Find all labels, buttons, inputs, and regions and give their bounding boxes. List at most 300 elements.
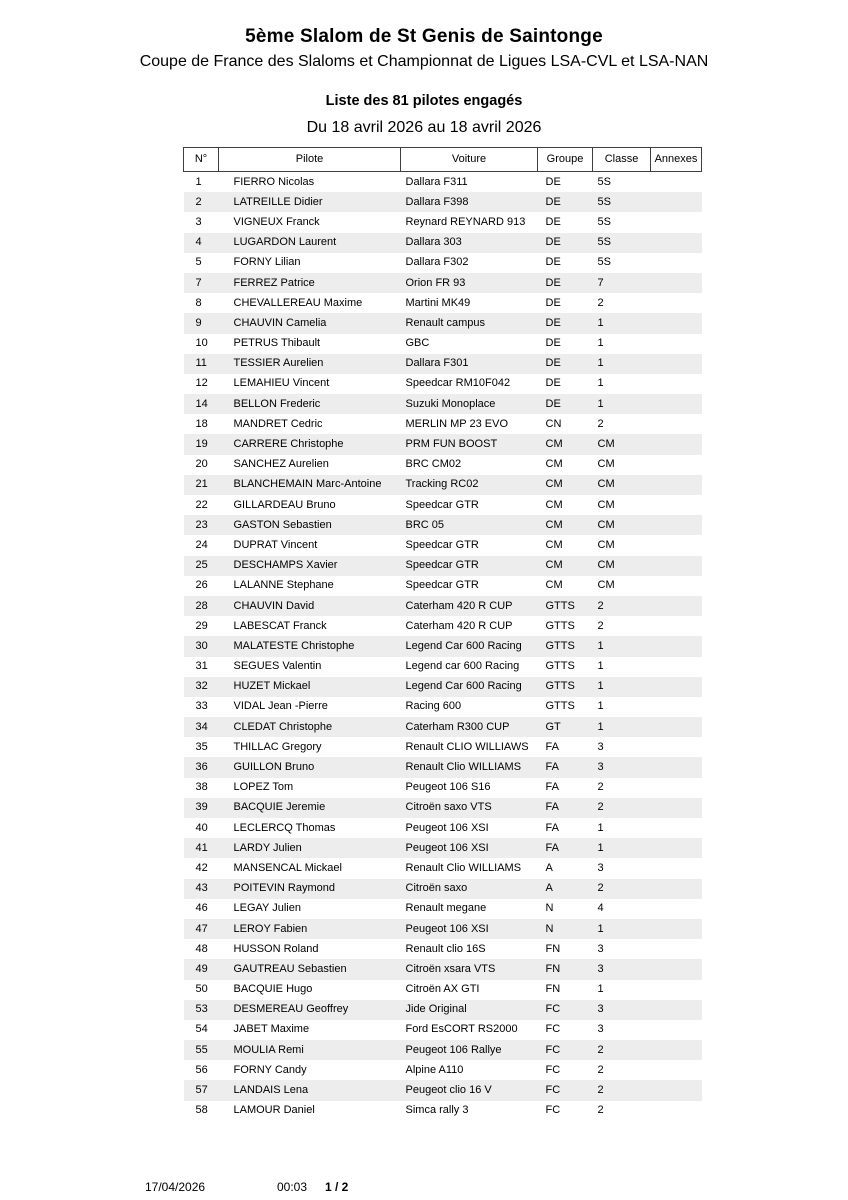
- cell-pilote: LATREILLE Didier: [233, 195, 323, 208]
- table-row: [184, 354, 702, 374]
- cell-groupe: DE: [545, 195, 561, 208]
- cell-groupe: DE: [545, 316, 561, 329]
- cell-voiture: Peugeot 106 S16: [405, 781, 491, 794]
- cell-groupe: DE: [545, 296, 561, 309]
- table-row: [184, 394, 702, 414]
- table-body: [184, 172, 702, 1121]
- cell-classe: 4: [597, 902, 604, 915]
- cell-annexes: [651, 858, 702, 878]
- cell-annexes: [651, 838, 702, 858]
- cell-groupe: GT: [545, 720, 561, 733]
- cell-annexes: [651, 980, 702, 1000]
- cell-groupe: DE: [545, 337, 561, 350]
- table-row: [184, 192, 702, 212]
- table-row: [184, 455, 702, 475]
- cell-groupe: GTTS: [545, 599, 575, 612]
- cell-pilote: LABESCAT Franck: [233, 619, 327, 632]
- cell-classe: 1: [597, 720, 604, 733]
- cell-pilote: PETRUS Thibault: [233, 337, 321, 350]
- cell-groupe: FN: [545, 962, 561, 975]
- cell-annexes: [651, 556, 702, 576]
- cell-groupe: DE: [545, 377, 561, 390]
- table-row: [184, 495, 702, 515]
- cell-classe: 3: [597, 861, 604, 874]
- cell-annexes: [651, 939, 702, 959]
- cell-pilote: LEMAHIEU Vincent: [233, 377, 330, 390]
- cell-pilote: LECLERCQ Thomas: [233, 821, 336, 834]
- cell-pilote: SANCHEZ Aurelien: [233, 458, 329, 471]
- cell-num: 10: [195, 337, 208, 350]
- cell-voiture: GBC: [405, 337, 430, 350]
- cell-voiture: Peugeot 106 XSI: [405, 821, 489, 834]
- cell-num: 42: [195, 861, 208, 874]
- cell-pilote: FERREZ Patrice: [233, 276, 315, 289]
- cell-voiture: Orion FR 93: [405, 276, 466, 289]
- cell-pilote: CLEDAT Christophe: [233, 720, 333, 733]
- cell-num: 3: [195, 215, 202, 228]
- cell-pilote: GUILLON Bruno: [233, 761, 315, 774]
- cell-voiture: Legend car 600 Racing: [405, 660, 520, 673]
- cell-pilote: DESCHAMPS Xavier: [233, 559, 338, 572]
- cell-num: 49: [195, 962, 208, 975]
- column-header-groupe: Groupe: [538, 148, 593, 172]
- cell-classe: 1: [597, 660, 604, 673]
- cell-num: 26: [195, 579, 208, 592]
- cell-annexes: [651, 616, 702, 636]
- table-row: [184, 959, 702, 979]
- cell-pilote: POITEVIN Raymond: [233, 882, 335, 895]
- cell-pilote: JABET Maxime: [233, 1023, 310, 1036]
- cell-groupe: CN: [545, 417, 562, 430]
- cell-groupe: FA: [545, 801, 559, 814]
- footer-date: 17/04/2026: [145, 1180, 206, 1194]
- cell-pilote: FORNY Candy: [233, 1063, 307, 1076]
- cell-groupe: CM: [545, 559, 563, 572]
- cell-pilote: GILLARDEAU Bruno: [233, 498, 336, 511]
- table-row: [184, 757, 702, 777]
- table-row: [184, 1080, 702, 1100]
- cell-num: 46: [195, 902, 208, 915]
- cell-classe: 5S: [597, 256, 611, 269]
- table-row: [184, 212, 702, 232]
- cell-pilote: CHEVALLEREAU Maxime: [233, 296, 363, 309]
- cell-pilote: TESSIER Aurelien: [233, 357, 324, 370]
- cell-num: 25: [195, 559, 208, 572]
- cell-pilote: CARRERE Christophe: [233, 438, 344, 451]
- cell-annexes: [651, 1020, 702, 1040]
- cell-pilote: MANSENCAL Mickael: [233, 861, 342, 874]
- cell-num: 50: [195, 983, 208, 996]
- cell-annexes: [651, 636, 702, 656]
- cell-num: 39: [195, 801, 208, 814]
- cell-classe: 1: [597, 700, 604, 713]
- table-row: [184, 1020, 702, 1040]
- cell-classe: CM: [597, 498, 615, 511]
- cell-groupe: FA: [545, 761, 559, 774]
- cell-voiture: Speedcar GTR: [405, 538, 479, 551]
- cell-voiture: Speedcar GTR: [405, 559, 479, 572]
- cell-classe: 1: [597, 397, 604, 410]
- cell-annexes: [651, 1060, 702, 1080]
- cell-voiture: Citroën saxo VTS: [405, 801, 492, 814]
- cell-pilote: LEROY Fabien: [233, 922, 308, 935]
- cell-groupe: CM: [545, 438, 563, 451]
- cell-pilote: VIGNEUX Franck: [233, 215, 320, 228]
- column-header-classe: Classe: [593, 148, 651, 172]
- cell-groupe: DE: [545, 397, 561, 410]
- cell-groupe: CM: [545, 478, 563, 491]
- cell-groupe: GTTS: [545, 700, 575, 713]
- cell-classe: CM: [597, 518, 615, 531]
- cell-classe: 3: [597, 740, 604, 753]
- cell-voiture: Jide Original: [405, 1003, 467, 1016]
- cell-num: 35: [195, 740, 208, 753]
- cell-annexes: [651, 1040, 702, 1060]
- cell-voiture: Citroën AX GTI: [405, 983, 480, 996]
- cell-annexes: [651, 717, 702, 737]
- cell-groupe: FC: [545, 1003, 561, 1016]
- cell-annexes: [651, 657, 702, 677]
- cell-voiture: Dallara F398: [405, 195, 469, 208]
- cell-groupe: CM: [545, 538, 563, 551]
- cell-pilote: FORNY Lilian: [233, 256, 301, 269]
- cell-annexes: [651, 515, 702, 535]
- column-header-voiture: Voiture: [401, 148, 538, 172]
- cell-annexes: [651, 394, 702, 414]
- cell-classe: 2: [597, 1084, 604, 1097]
- cell-annexes: [651, 273, 702, 293]
- cell-groupe: GTTS: [545, 660, 575, 673]
- cell-pilote: HUZET Mickael: [233, 680, 311, 693]
- cell-voiture: Dallara F311: [405, 175, 468, 188]
- cell-annexes: [651, 212, 702, 232]
- cell-pilote: DUPRAT Vincent: [233, 538, 318, 551]
- cell-num: 43: [195, 882, 208, 895]
- table-header: [184, 148, 702, 172]
- cell-num: 21: [195, 478, 208, 491]
- event-subtitle: Coupe de France des Slaloms et Championnat de Ligues LSA-CVL et LSA-NAN: [139, 53, 709, 70]
- cell-pilote: MALATESTE Christophe: [233, 639, 355, 652]
- cell-voiture: Martini MK49: [405, 296, 471, 309]
- event-title: 5ème Slalom de St Genis de Saintonge: [245, 26, 603, 47]
- cell-groupe: A: [545, 861, 553, 874]
- cell-voiture: Renault clio 16S: [405, 942, 486, 955]
- cell-pilote: THILLAC Gregory: [233, 740, 322, 753]
- cell-groupe: A: [545, 882, 553, 895]
- table-row: [184, 616, 702, 636]
- cell-num: 56: [195, 1063, 208, 1076]
- cell-voiture: Simca rally 3: [405, 1104, 469, 1117]
- cell-voiture: PRM FUN BOOST: [405, 438, 498, 451]
- cell-num: 33: [195, 700, 208, 713]
- cell-annexes: [651, 697, 702, 717]
- cell-pilote: MANDRET Cedric: [233, 417, 323, 430]
- cell-voiture: Renault campus: [405, 316, 485, 329]
- footer-time: 00:03: [277, 1180, 308, 1194]
- cell-num: 7: [195, 276, 202, 289]
- cell-groupe: CM: [545, 458, 563, 471]
- cell-classe: 5S: [597, 215, 611, 228]
- table-row: [184, 838, 702, 858]
- cell-classe: CM: [597, 458, 615, 471]
- table-row: [184, 434, 702, 454]
- cell-groupe: DE: [545, 357, 561, 370]
- cell-groupe: FA: [545, 821, 559, 834]
- table-row: [184, 535, 702, 555]
- cell-groupe: FN: [545, 942, 561, 955]
- cell-annexes: [651, 293, 702, 313]
- table-row: [184, 677, 702, 697]
- table-row: [184, 475, 702, 495]
- cell-voiture: Legend Car 600 Racing: [405, 639, 522, 652]
- cell-groupe: DE: [545, 175, 561, 188]
- cell-pilote: LOPEZ Tom: [233, 781, 294, 794]
- cell-voiture: Peugeot 106 XSI: [405, 922, 489, 935]
- table-row: [184, 636, 702, 656]
- cell-num: 58: [195, 1104, 208, 1117]
- cell-pilote: BACQUIE Hugo: [233, 983, 313, 996]
- cell-pilote: GAUTREAU Sebastien: [233, 962, 347, 975]
- cell-annexes: [651, 899, 702, 919]
- table-row: [184, 233, 702, 253]
- cell-pilote: LAMOUR Daniel: [233, 1104, 315, 1117]
- cell-pilote: FIERRO Nicolas: [233, 175, 315, 188]
- cell-classe: CM: [597, 579, 615, 592]
- cell-annexes: [651, 192, 702, 212]
- cell-annexes: [651, 778, 702, 798]
- cell-pilote: VIDAL Jean -Pierre: [233, 700, 328, 713]
- table-row: [184, 778, 702, 798]
- table-row: [184, 273, 702, 293]
- cell-groupe: DE: [545, 215, 561, 228]
- cell-annexes: [651, 919, 702, 939]
- cell-num: 32: [195, 680, 208, 693]
- cell-groupe: FA: [545, 781, 559, 794]
- table-row: [184, 818, 702, 838]
- cell-annexes: [651, 1080, 702, 1100]
- cell-annexes: [651, 576, 702, 596]
- table-row: [184, 293, 702, 313]
- column-header-pilote: Pilote: [219, 148, 401, 172]
- cell-classe: 3: [597, 1023, 604, 1036]
- cell-groupe: GTTS: [545, 639, 575, 652]
- cell-annexes: [651, 757, 702, 777]
- cell-num: 36: [195, 761, 208, 774]
- cell-voiture: Legend Car 600 Racing: [405, 680, 522, 693]
- cell-classe: 5S: [597, 175, 611, 188]
- cell-voiture: Dallara 303: [405, 236, 462, 249]
- cell-voiture: Renault CLIO WILLIAWS: [405, 740, 529, 753]
- table-row: [184, 172, 702, 193]
- cell-annexes: [651, 798, 702, 818]
- cell-classe: CM: [597, 438, 615, 451]
- cell-num: 24: [195, 538, 208, 551]
- cell-num: 20: [195, 458, 208, 471]
- cell-annexes: [651, 354, 702, 374]
- cell-voiture: Peugeot 106 XSI: [405, 841, 489, 854]
- table-row: [184, 556, 702, 576]
- cell-classe: CM: [597, 538, 615, 551]
- cell-voiture: BRC CM02: [405, 458, 462, 471]
- cell-groupe: CM: [545, 579, 563, 592]
- cell-num: 54: [195, 1023, 208, 1036]
- cell-voiture: Renault megane: [405, 902, 487, 915]
- cell-num: 53: [195, 1003, 208, 1016]
- cell-num: 9: [195, 316, 202, 329]
- cell-pilote: LUGARDON Laurent: [233, 236, 337, 249]
- table-row: [184, 576, 702, 596]
- cell-classe: 2: [597, 1104, 604, 1117]
- cell-voiture: Citroën xsara VTS: [405, 962, 496, 975]
- cell-classe: 1: [597, 377, 604, 390]
- cell-annexes: [651, 495, 702, 515]
- cell-classe: 3: [597, 942, 604, 955]
- cell-groupe: FC: [545, 1063, 561, 1076]
- cell-voiture: Peugeot clio 16 V: [405, 1084, 492, 1097]
- cell-voiture: Speedcar RM10F042: [405, 377, 511, 390]
- table-row: [184, 1101, 702, 1121]
- cell-annexes: [651, 313, 702, 333]
- cell-num: 5: [195, 256, 202, 269]
- cell-pilote: GASTON Sebastien: [233, 518, 332, 531]
- cell-classe: 3: [597, 761, 604, 774]
- cell-classe: 2: [597, 619, 604, 632]
- cell-voiture: Caterham 420 R CUP: [405, 619, 513, 632]
- cell-classe: 5S: [597, 236, 611, 249]
- cell-voiture: MERLIN MP 23 EVO: [405, 417, 508, 430]
- cell-num: 48: [195, 942, 208, 955]
- cell-groupe: CM: [545, 518, 563, 531]
- cell-num: 12: [195, 377, 208, 390]
- cell-pilote: CHAUVIN David: [233, 599, 315, 612]
- cell-num: 8: [195, 296, 202, 309]
- table-row: [184, 858, 702, 878]
- cell-annexes: [651, 879, 702, 899]
- cell-voiture: Citroën saxo: [405, 882, 468, 895]
- cell-voiture: Suzuki Monoplace: [405, 397, 496, 410]
- cell-voiture: Speedcar GTR: [405, 498, 479, 511]
- cell-num: 2: [195, 195, 202, 208]
- table-row: [184, 313, 702, 333]
- cell-annexes: [651, 334, 702, 354]
- cell-annexes: [651, 1101, 702, 1121]
- cell-groupe: N: [545, 922, 554, 935]
- cell-pilote: BELLON Frederic: [233, 397, 321, 410]
- cell-pilote: LALANNE Stephane: [233, 579, 334, 592]
- cell-num: 47: [195, 922, 208, 935]
- table-row: [184, 414, 702, 434]
- cell-classe: 1: [597, 922, 604, 935]
- cell-groupe: FA: [545, 740, 559, 753]
- cell-groupe: N: [545, 902, 554, 915]
- cell-annexes: [651, 374, 702, 394]
- cell-annexes: [651, 677, 702, 697]
- cell-annexes: [651, 253, 702, 273]
- cell-classe: 2: [597, 781, 604, 794]
- table-row: [184, 879, 702, 899]
- cell-groupe: DE: [545, 236, 561, 249]
- cell-num: 30: [195, 639, 208, 652]
- table-header-row: [184, 148, 702, 172]
- cell-pilote: LEGAY Julien: [233, 902, 301, 915]
- table-row: [184, 253, 702, 273]
- cell-voiture: Peugeot 106 Rallye: [405, 1043, 502, 1056]
- cell-groupe: DE: [545, 256, 561, 269]
- cell-annexes: [651, 1000, 702, 1020]
- cell-annexes: [651, 233, 702, 253]
- cell-pilote: BLANCHEMAIN Marc-Antoine: [233, 478, 382, 491]
- table-row: [184, 596, 702, 616]
- cell-groupe: CM: [545, 498, 563, 511]
- cell-pilote: HUSSON Roland: [233, 942, 319, 955]
- cell-groupe: FC: [545, 1084, 561, 1097]
- cell-num: 11: [195, 357, 207, 370]
- cell-classe: 1: [597, 639, 604, 652]
- cell-voiture: Caterham R300 CUP: [405, 720, 510, 733]
- cell-classe: CM: [597, 478, 615, 491]
- cell-groupe: GTTS: [545, 680, 575, 693]
- cell-classe: 1: [597, 821, 604, 834]
- table-row: [184, 980, 702, 1000]
- table-row: [184, 334, 702, 354]
- cell-num: 1: [195, 175, 202, 188]
- table-row: [184, 1040, 702, 1060]
- cell-num: 23: [195, 518, 208, 531]
- cell-annexes: [651, 737, 702, 757]
- cell-annexes: [651, 455, 702, 475]
- cell-classe: 1: [597, 983, 604, 996]
- cell-groupe: FC: [545, 1104, 561, 1117]
- cell-pilote: DESMEREAU Geoffrey: [233, 1003, 349, 1016]
- table-row: [184, 939, 702, 959]
- cell-classe: 1: [597, 337, 604, 350]
- cell-voiture: Tracking RC02: [405, 478, 479, 491]
- cell-voiture: Reynard REYNARD 913: [405, 215, 526, 228]
- cell-num: 34: [195, 720, 208, 733]
- cell-voiture: Renault Clio WILLIAMS: [405, 861, 522, 874]
- cell-num: 28: [195, 599, 208, 612]
- cell-voiture: Racing 600: [405, 700, 462, 713]
- cell-voiture: Alpine A110: [405, 1063, 464, 1076]
- cell-voiture: Dallara F302: [405, 256, 469, 269]
- cell-annexes: [651, 414, 702, 434]
- list-heading: Liste des 81 pilotes engagés: [325, 93, 523, 109]
- cell-num: 57: [195, 1084, 208, 1097]
- cell-classe: 1: [597, 841, 604, 854]
- cell-classe: 5S: [597, 195, 611, 208]
- cell-pilote: SEGUES Valentin: [233, 660, 322, 673]
- cell-annexes: [651, 959, 702, 979]
- column-header-num: N°: [184, 148, 219, 172]
- event-date-range: Du 18 avril 2026 au 18 avril 2026: [306, 119, 542, 136]
- cell-groupe: FA: [545, 841, 559, 854]
- table-row: [184, 919, 702, 939]
- cell-classe: 2: [597, 599, 604, 612]
- cell-groupe: DE: [545, 276, 561, 289]
- cell-classe: 2: [597, 1043, 604, 1056]
- cell-classe: CM: [597, 559, 615, 572]
- table-row: [184, 798, 702, 818]
- cell-num: 40: [195, 821, 208, 834]
- cell-classe: 2: [597, 1063, 604, 1076]
- table-row: [184, 899, 702, 919]
- cell-pilote: BACQUIE Jeremie: [233, 801, 326, 814]
- table-row: [184, 515, 702, 535]
- cell-annexes: [651, 596, 702, 616]
- table-row: [184, 374, 702, 394]
- cell-pilote: MOULIA Remi: [233, 1043, 304, 1056]
- cell-annexes: [651, 535, 702, 555]
